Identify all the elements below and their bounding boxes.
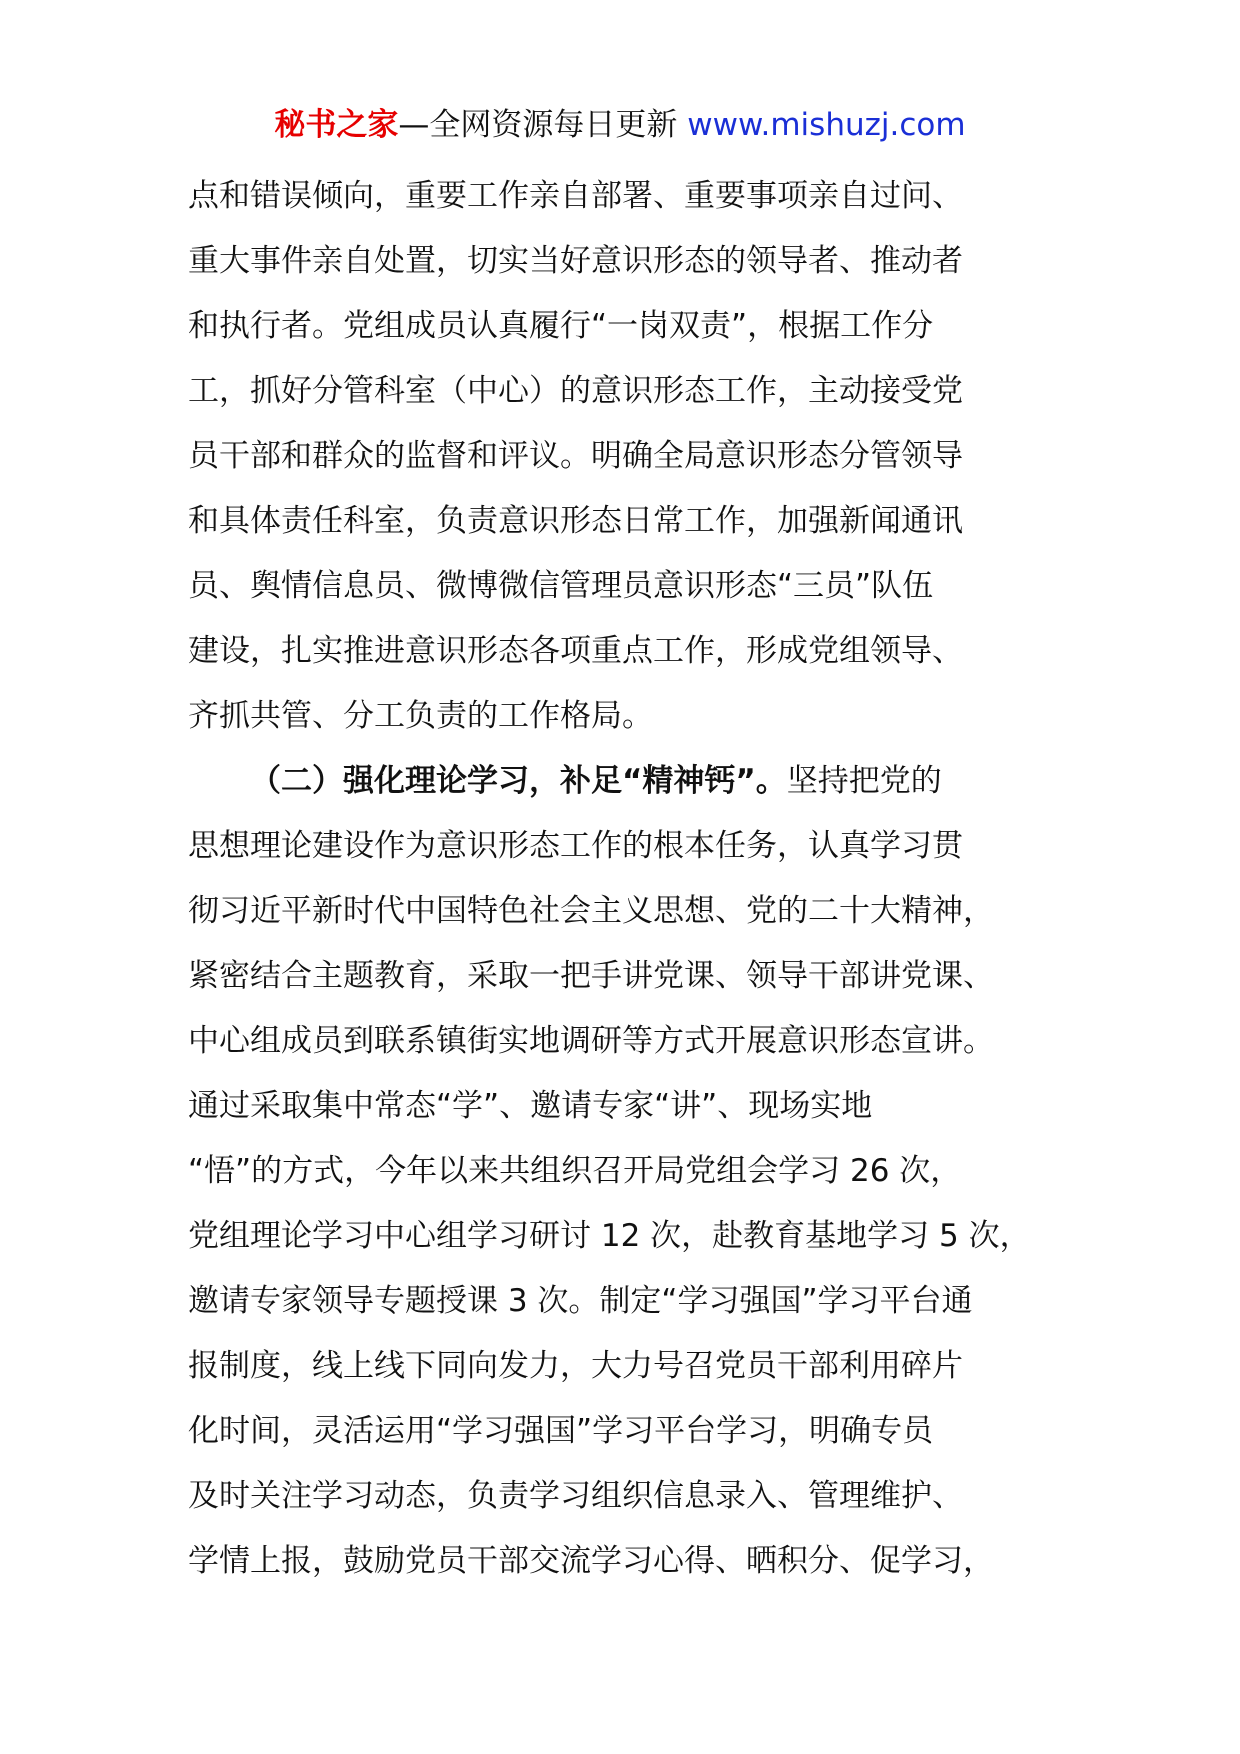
- document-body: [188, 164, 1068, 1594]
- text-line: 及时关注学习动态，负责学习组织信息录入、管理维护、: [188, 1478, 963, 1514]
- header-brand: 秘书之家: [274, 107, 399, 143]
- text-line: 党组理论学习中心组学习研讨 12 次，赴教育基地学习 5 次，: [188, 1218, 1031, 1254]
- text-line: 员干部和群众的监督和评议。明确全局意识形态分管领导: [188, 438, 963, 474]
- text-line: 彻习近平新时代中国特色社会主义思想、党的二十大精神，: [188, 893, 994, 929]
- header-url-link[interactable]: www.mishuzj.com: [687, 107, 966, 143]
- text-line: 重大事件亲自处置，切实当好意识形态的领导者、推动者: [188, 243, 963, 279]
- text-line: 建设，扎实推进意识形态各项重点工作，形成党组领导、: [188, 633, 963, 669]
- text-line: 齐抓共管、分工负责的工作格局。: [188, 698, 653, 734]
- text-line: 紧密结合主题教育，采取一把手讲党课、领导干部讲党课、: [188, 958, 994, 994]
- text-line: 邀请专家领导专题授课 3 次。制定“学习强国”学习平台通: [188, 1283, 973, 1319]
- text-line-rest: 坚持把党的: [786, 763, 942, 799]
- header-tagline: —全网资源每日更新: [398, 107, 678, 143]
- page-header: [0, 100, 1240, 150]
- text-line: 和具体责任科室，负责意识形态日常工作，加强新闻通讯: [188, 503, 963, 539]
- text-line: 员、舆情信息员、微博微信管理员意识形态“三员”队伍: [188, 568, 934, 604]
- text-line: 化时间，灵活运用“学习强国”学习平台学习，明确专员: [188, 1413, 934, 1449]
- text-line: 点和错误倾向，重要工作亲自部署、重要事项亲自过问、: [188, 178, 963, 214]
- text-line: 通过采取集中常态“学”、邀请专家“讲”、现场实地: [188, 1088, 873, 1124]
- text-line: 学情上报，鼓励党员干部交流学习心得、晒积分、促学习，: [188, 1543, 994, 1579]
- text-line: “悟”的方式，今年以来共组织召开局党组会学习 26 次，: [188, 1153, 962, 1189]
- text-line: 工，抓好分管科室（中心）的意识形态工作，主动接受党: [188, 373, 963, 409]
- section-heading-line: [188, 749, 1068, 814]
- text-line: 思想理论建设作为意识形态工作的根本任务，认真学习贯: [188, 828, 963, 864]
- text-line: 中心组成员到联系镇街实地调研等方式开展意识形态宣讲。: [188, 1023, 994, 1059]
- text-line: 报制度，线上线下同向发力，大力号召党员干部利用碎片: [188, 1348, 963, 1384]
- section-heading: （二）强化理论学习，补足“精神钙”。: [250, 763, 787, 799]
- text-line: 和执行者。党组成员认真履行“一岗双责”，根据工作分: [188, 308, 934, 344]
